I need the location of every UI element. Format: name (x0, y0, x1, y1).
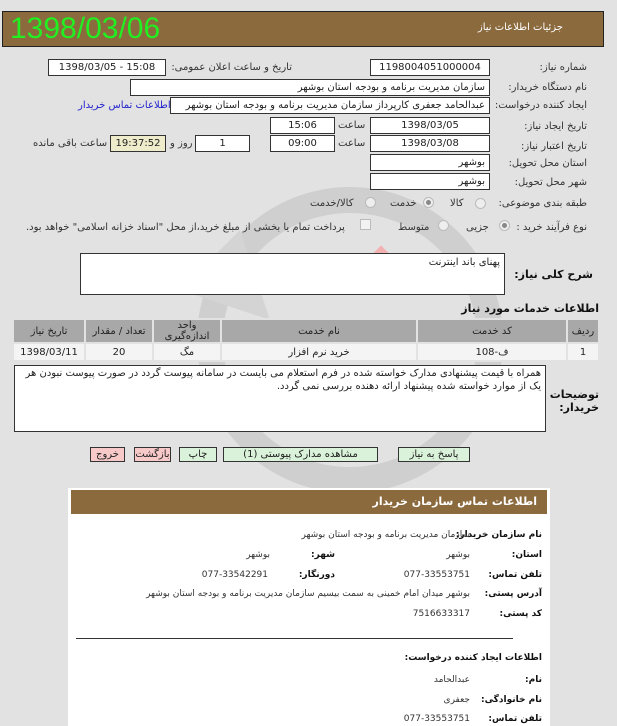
contact-org-label: نام سازمان خریدار: (455, 530, 542, 540)
divider (76, 638, 513, 639)
announce-label: تاریخ و ساعت اعلان عمومی: (171, 62, 292, 73)
buyer-contact-panel (68, 488, 550, 726)
contact-city: بوشهر (246, 550, 270, 560)
valid-time-label: ساعت (338, 138, 366, 149)
category-option-service: خدمت (390, 198, 417, 209)
remaining-label: ساعت باقی مانده (33, 138, 108, 149)
col-date: تاریخ نیاز (13, 319, 85, 343)
creator-field[interactable]: عبدالحامد جعفری کارپرداز سازمان مدیریت برنامه و بودجه استان بوشهر (170, 97, 490, 114)
cell-code: ف-108 (417, 343, 567, 361)
contact-fax-label: دورنگار: (298, 570, 335, 580)
contact-phone-label: تلفن تماس: (488, 570, 542, 580)
contact-fax: 077-33542291 (201, 570, 268, 580)
notes-field[interactable]: همراه با قیمت پیشنهادی مدارک خواسته شده در فرم استعلام می بایست در سامانه پیوست گردد در صورت پیوست نبودن هر یک از موارد خواسته شده پیشنهاد ارائه دهنده بررسی نمی گردد. (14, 365, 546, 432)
contact-postal-label: کد پستی: (499, 609, 542, 619)
created-date-label: تاریخ ایجاد نیاز: (524, 121, 587, 132)
page-title: جزئیات اطلاعات نیاز (477, 22, 563, 33)
days-field[interactable]: 1 (195, 135, 250, 152)
process-label: نوع فرآیند خرید : (516, 222, 587, 233)
process-option-minor: جزیی (466, 222, 489, 233)
announce-field[interactable]: 1398/03/05 - 15:08 (48, 59, 166, 76)
province-field[interactable]: بوشهر (370, 154, 490, 171)
buyer-org-field[interactable]: سازمان مدیریت برنامه و بودجه استان بوشهر (130, 79, 490, 96)
category-option-goods: کالا (450, 198, 464, 209)
days-label: روز و (170, 138, 193, 149)
services-table (12, 318, 600, 362)
contact-city-label: شهر: (311, 550, 335, 560)
process-radio-medium[interactable] (438, 220, 449, 231)
city-field[interactable]: بوشهر (370, 173, 490, 190)
category-option-goods-service: کالا/خدمت (310, 198, 354, 209)
need-number-label: شماره نیاز: (539, 62, 587, 73)
description-field[interactable]: پهنای باند اینترنت (80, 253, 505, 295)
contact-province-label: استان: (511, 550, 542, 560)
countdown-field: 19:37:52 (110, 135, 166, 152)
contact-org: سازمان مدیریت برنامه و بودجه استان بوشهر (301, 530, 470, 540)
creator-name-label: نام: (525, 675, 542, 685)
col-code: کد خدمت (417, 319, 567, 343)
islamic-treasury-checkbox[interactable] (360, 219, 371, 230)
province-label: استان محل تحویل: (508, 158, 587, 169)
table-row (13, 343, 599, 361)
col-unit: واحد اندازه‌گیری (153, 319, 221, 343)
category-radio-service[interactable] (423, 197, 434, 208)
creator-name: عبدالحامد (433, 675, 470, 685)
city-label: شهر محل تحویل: (514, 177, 587, 188)
process-radio-minor[interactable] (499, 220, 510, 231)
buyer-contact-link[interactable]: اطلاعات تماس خریدار (78, 100, 171, 111)
services-title: اطلاعات خدمات مورد نیاز (461, 302, 599, 315)
view-attachments-button[interactable]: مشاهده مدارک پیوستی (1) (223, 447, 378, 462)
col-quantity: تعداد / مقدار (85, 319, 153, 343)
cell-unit: مگ (153, 343, 221, 361)
cell-date: 1398/03/11 (13, 343, 85, 361)
table-header-row (13, 319, 599, 343)
print-button[interactable]: چاپ (179, 447, 217, 462)
contact-address: بوشهر میدان امام خمینی به سمت بیسیم سازمان مدیریت برنامه و بودجه استان بوشهر (146, 589, 470, 599)
contact-phone: 077-33553751 (403, 570, 470, 580)
created-time-label: ساعت (338, 120, 366, 131)
cell-name: خرید نرم افزار (221, 343, 417, 361)
valid-date-label: تاریخ اعتبار نیاز: (521, 141, 587, 152)
category-label: طبقه بندی موضوعی: (498, 198, 587, 209)
creator-phone: 077-33553751 (403, 714, 470, 724)
exit-button[interactable]: خروج (90, 447, 125, 462)
category-radio-goods[interactable] (475, 198, 486, 209)
notes-label: توضیحات خریدار: (549, 388, 599, 414)
created-date-field[interactable]: 1398/03/05 (370, 117, 490, 134)
contact-postal: 7516633317 (412, 609, 470, 619)
payment-note: پرداخت تمام یا بخشی از مبلغ خرید،از محل "اسناد خزانه اسلامی" خواهد بود. (26, 222, 345, 233)
valid-date-field[interactable]: 1398/03/08 (370, 135, 490, 152)
reply-button[interactable]: پاسخ به نیاز (398, 447, 470, 462)
creator-label: ایجاد کننده درخواست: (494, 100, 587, 111)
creator-family-label: نام خانوادگی: (480, 695, 542, 705)
created-time-field[interactable]: 15:06 (270, 117, 335, 134)
date-overlay: 1398/03/06 (10, 12, 161, 45)
need-number-field[interactable]: 1198004051000004 (370, 59, 490, 76)
cell-quantity: 20 (85, 343, 153, 361)
process-option-medium: متوسط (398, 222, 430, 233)
category-radio-goods-service[interactable] (365, 197, 376, 208)
col-name: نام خدمت (221, 319, 417, 343)
creator-info-title: اطلاعات ایجاد کننده درخواست: (404, 653, 542, 663)
buyer-org-label: نام دستگاه خریدار: (508, 82, 587, 93)
creator-family: جعفری (443, 695, 470, 705)
cell-row: 1 (567, 343, 599, 361)
contact-address-label: آدرس پستی: (484, 589, 542, 599)
description-label: شرح کلی نیاز: (514, 268, 593, 281)
col-row: ردیف (567, 319, 599, 343)
back-button[interactable]: بازگشت (135, 449, 170, 460)
contact-province: بوشهر (446, 550, 470, 560)
creator-phone-label: تلفن تماس: (488, 714, 542, 724)
contact-panel-title: اطلاعات تماس سازمان خریدار (71, 490, 547, 514)
valid-time-field[interactable]: 09:00 (270, 135, 335, 152)
